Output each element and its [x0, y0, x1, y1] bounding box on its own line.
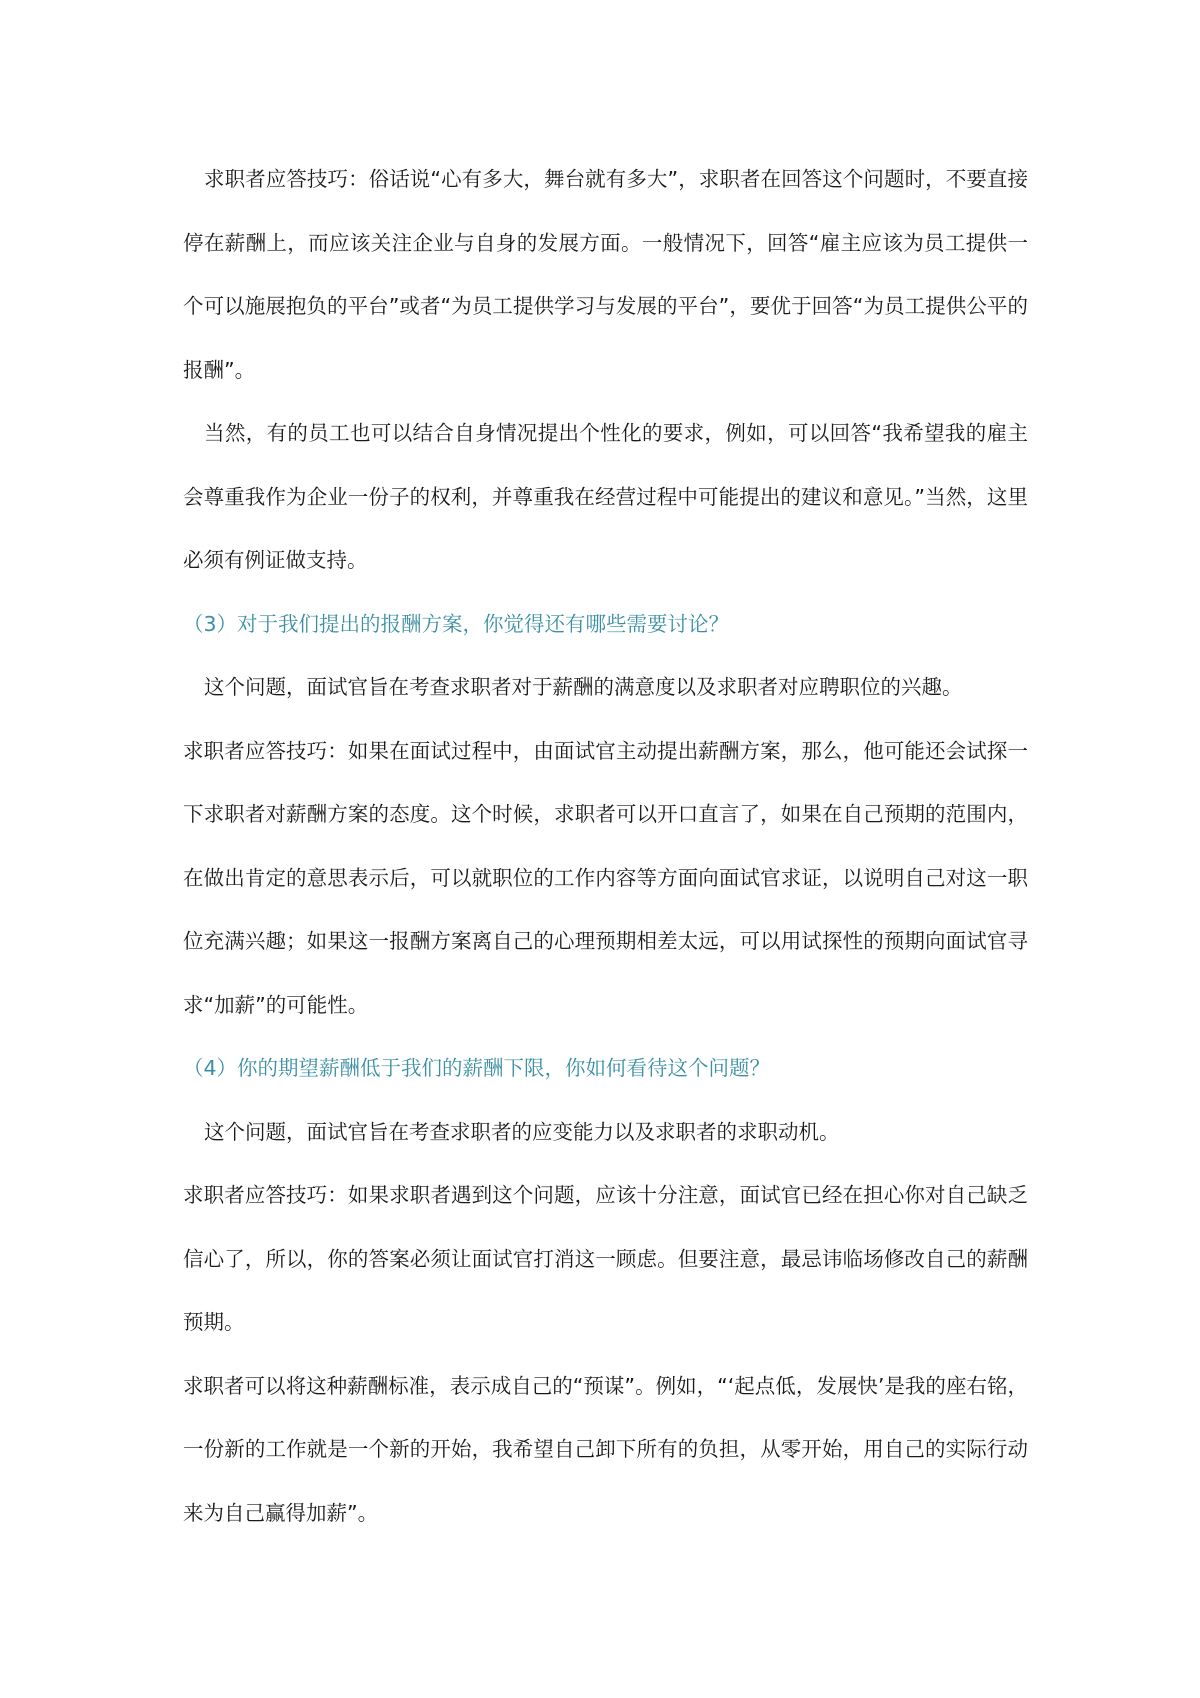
paragraph-question-4-purpose: 这个问题，面试官旨在考查求职者的应变能力以及求职者的求职动机。 — [204, 1119, 840, 1144]
document-body — [183, 148, 1028, 1545]
paragraph-personalized-request: 当然，有的员工也可以结合自身情况提出个性化的要求，例如，可以回答“我希望我的雇主会尊重我作为企业一份子的权利，并尊重我在经营过程中可能提出的建议和意见。”当然，这里必须有例证做支持。 — [183, 421, 1028, 572]
question-heading-4: （4）你的期望薪酬低于我们的薪酬下限，你如何看待这个问题？ — [183, 1056, 771, 1080]
question-heading-3: （3）对于我们提出的报酬方案，你觉得还有哪些需要讨论？ — [183, 611, 730, 636]
paragraph-question-4-example: 求职者可以将这种薪酬标准，表示成自己的“预谋”。例如，“‘起点低，发展快’是我的座右铭，一份新的工作就是一个新的开始，我希望自己卸下所有的负担，从零开始，用自己的实际行动来为自己赢得加薪”。 — [183, 1373, 1028, 1525]
paragraph-answer-tips-1: 求职者应答技巧：俗话说“心有多大，舞台就有多大”，求职者在回答这个问题时，不要直接停在薪酬上，而应该关注企业与自身的发展方面。一般情况下，回答“雇主应该为员工提供一个可以施展抱负的平台”或者“为员工提供学习与发展的平台”，要优于回答“为员工提供公平的报酬”。 — [183, 167, 1028, 382]
paragraph-question-4-tips: 求职者应答技巧：如果求职者遇到这个问题，应该十分注意，面试官已经在担心你对自己缺乏信心了，所以，你的答案必须让面试官打消这一顾虑。但要注意，最忌讳临场修改自己的薪酬预期。 — [183, 1183, 1028, 1334]
paragraph-question-3-tips: 求职者应答技巧：如果在面试过程中，由面试官主动提出薪酬方案，那么，他可能还会试探一下求职者对薪酬方案的态度。这个时候，求职者可以开口直言了，如果在自己预期的范围内，在做出肯定的意思表示后，可以就职位的工作内容等方面向面试官求证，以说明自己对这一职位充满兴趣；如果这一报酬方案离自己的心理预期相差太远，可以用试探性的预期向面试官寻求“加薪”的可能性。 — [183, 738, 1028, 1017]
paragraph-question-3-purpose: 这个问题，面试官旨在考查求职者对于薪酬的满意度以及求职者对应聘职位的兴趣。 — [204, 675, 963, 699]
